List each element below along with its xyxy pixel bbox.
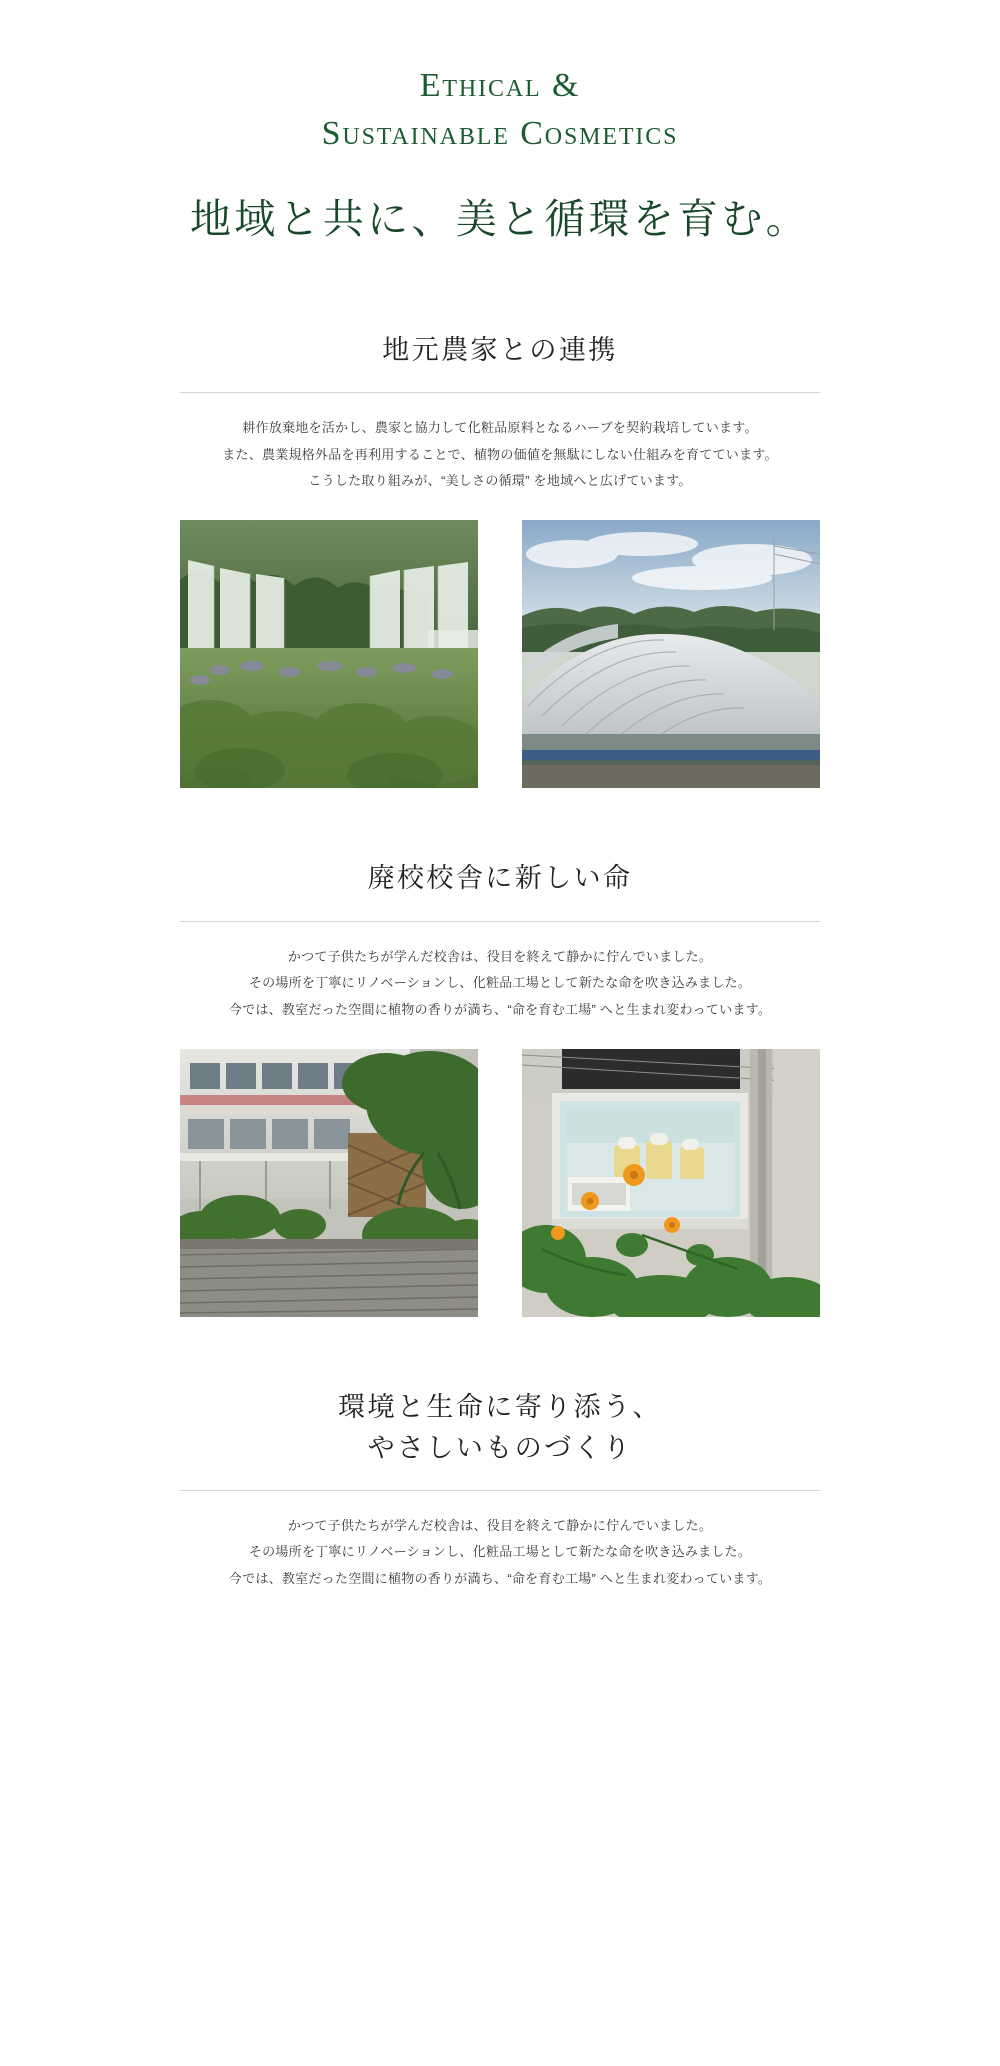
section-body — [150, 415, 850, 494]
factory-window-photo — [522, 1049, 820, 1317]
old-school-building-photo — [180, 1049, 478, 1317]
section-body — [150, 944, 850, 1023]
section-title — [0, 858, 1000, 899]
body-line: その場所を丁寧にリノベーションし、化粧品工場として新たな命を吹き込みました。 — [248, 1544, 752, 1560]
section-local-farmers — [0, 330, 1000, 789]
herb-field-photo — [180, 520, 478, 788]
hero-english-line-1: Ethical & — [419, 67, 581, 104]
section-title — [0, 1387, 1000, 1468]
divider — [180, 921, 820, 922]
photo-pair — [180, 1049, 820, 1317]
section-title-line: やさしいものづくり — [367, 1432, 633, 1463]
divider — [180, 392, 820, 393]
body-line: 今では、教室だった空間に植物の香りが満ち、“命を育む工場” へと生まれ変わっています。 — [228, 1570, 772, 1586]
hero-english-line-2: Sustainable Cosmetics — [321, 115, 679, 153]
body-line: その場所を丁寧にリノベーションし、化粧品工場として新たな命を吹き込みました。 — [248, 975, 752, 991]
section-title-line: 廃校校舎に新しい命 — [367, 863, 633, 894]
hero-header — [0, 0, 1000, 246]
body-line: 今では、教室だった空間に植物の香りが満ち、“命を育む工場” へと生まれ変わっています。 — [228, 1001, 772, 1017]
section-school-renovation — [0, 858, 1000, 1317]
photo-pair — [180, 520, 820, 788]
hero-english-title — [0, 62, 1000, 159]
greenhouse-photo — [522, 520, 820, 788]
section-gentle-manufacturing — [0, 1387, 1000, 1592]
section-body — [150, 1513, 850, 1592]
body-line: また、農業規格外品を再利用することで、植物の価値を無駄にしない仕組みを育てています。 — [222, 446, 778, 462]
bottom-spacer — [0, 1592, 1000, 1652]
hero-japanese-title: 地域と共に、美と循環を育む。 — [190, 195, 810, 242]
body-line: かつて子供たちが学んだ校舎は、役目を終えて静かに佇んでいました。 — [287, 948, 713, 964]
divider — [180, 1490, 820, 1491]
section-title-line: 地元農家との連携 — [382, 334, 618, 365]
section-title-line: 環境と生命に寄り添う、 — [338, 1392, 662, 1423]
body-line: かつて子供たちが学んだ校舎は、役目を終えて静かに佇んでいました。 — [287, 1518, 713, 1534]
section-title — [0, 330, 1000, 371]
body-line: 耕作放棄地を活かし、農家と協力して化粧品原料となるハーブを契約栽培しています。 — [242, 420, 758, 436]
body-line: こうした取り組みが、“美しさの循環” を地域へと広げています。 — [308, 473, 692, 489]
